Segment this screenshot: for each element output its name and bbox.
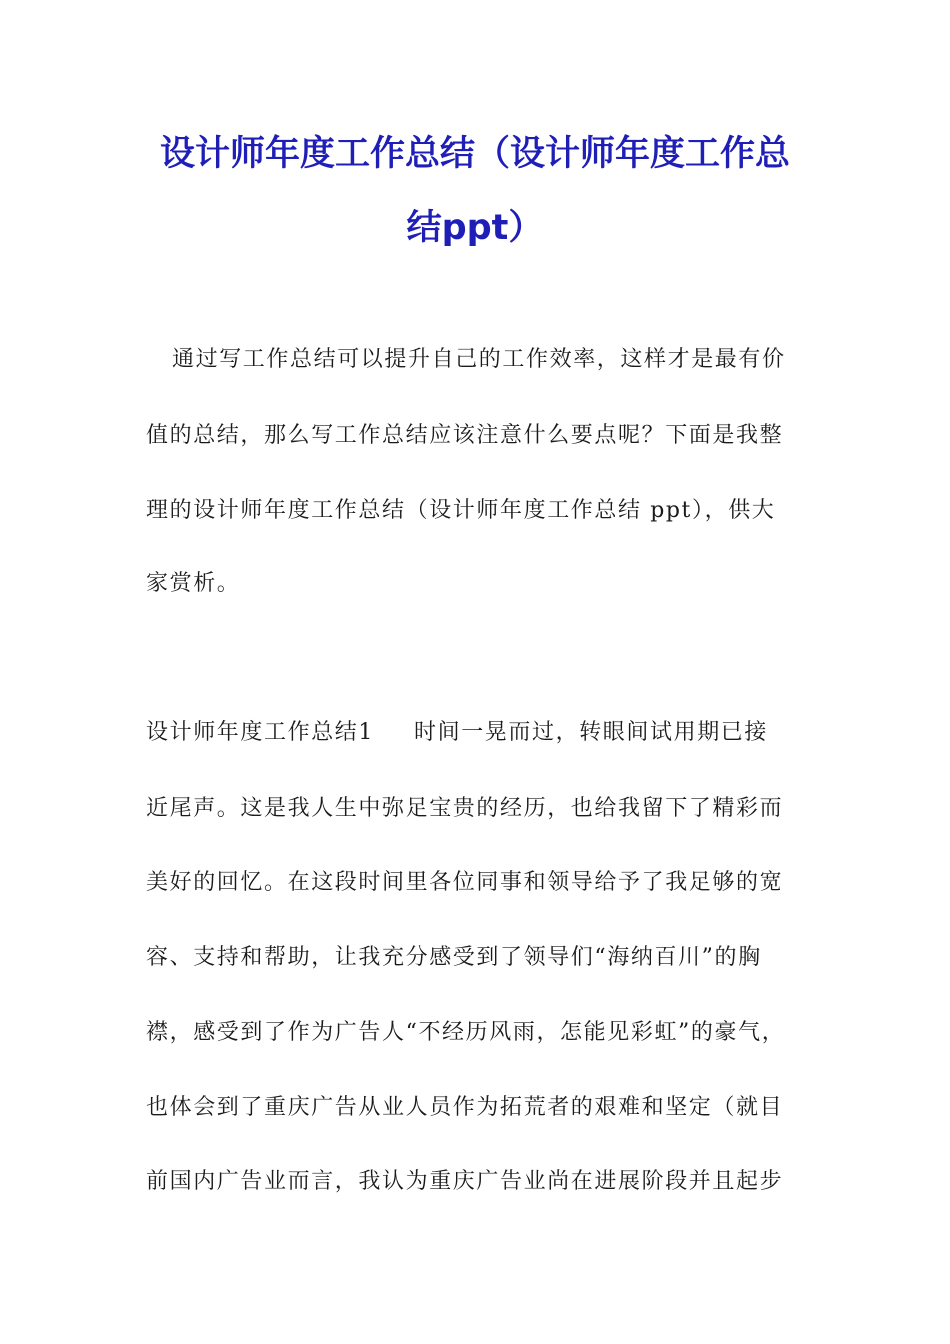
intro-paragraph-line: 家赏析。	[146, 571, 241, 596]
intro-paragraph-line: 通过写工作总结可以提升自己的工作效率，这样才是最有价	[172, 347, 786, 372]
intro-paragraph-line: 值的总结，那么写工作总结应该注意什么要点呢？下面是我整	[146, 423, 784, 448]
section-paragraph-line: 近尾声。这是我人生中弥足宝贵的经历，也给我留下了精彩而	[146, 796, 784, 821]
section-paragraph-line: 也体会到了重庆广告从业人员作为拓荒者的艰难和坚定（就目	[146, 1095, 784, 1120]
section-first-line	[146, 718, 826, 748]
section-paragraph-line: 美好的回忆。在这段时间里各位同事和领导给予了我足够的宽	[146, 870, 784, 895]
document-title-line-2: 结ppt）	[406, 208, 544, 248]
section-paragraph-line: 前国内广告业而言，我认为重庆广告业尚在进展阶段并且起步	[146, 1169, 784, 1194]
document-title-line-1: 设计师年度工作总结（设计师年度工作总	[159, 134, 790, 174]
section-paragraph-start: 时间一晃而过，转眼间试用期已接	[414, 720, 769, 745]
section-paragraph-line: 容、支持和帮助，让我充分感受到了领导们“海纳百川”的胸	[146, 945, 762, 970]
section-paragraph-line: 襟，感受到了作为广告人“不经历风雨，怎能见彩虹”的豪气，	[146, 1020, 786, 1045]
intro-paragraph-line: 理的设计师年度工作总结（设计师年度工作总结 ppt），供大	[146, 498, 776, 523]
section-heading: 设计师年度工作总结1	[146, 720, 374, 745]
